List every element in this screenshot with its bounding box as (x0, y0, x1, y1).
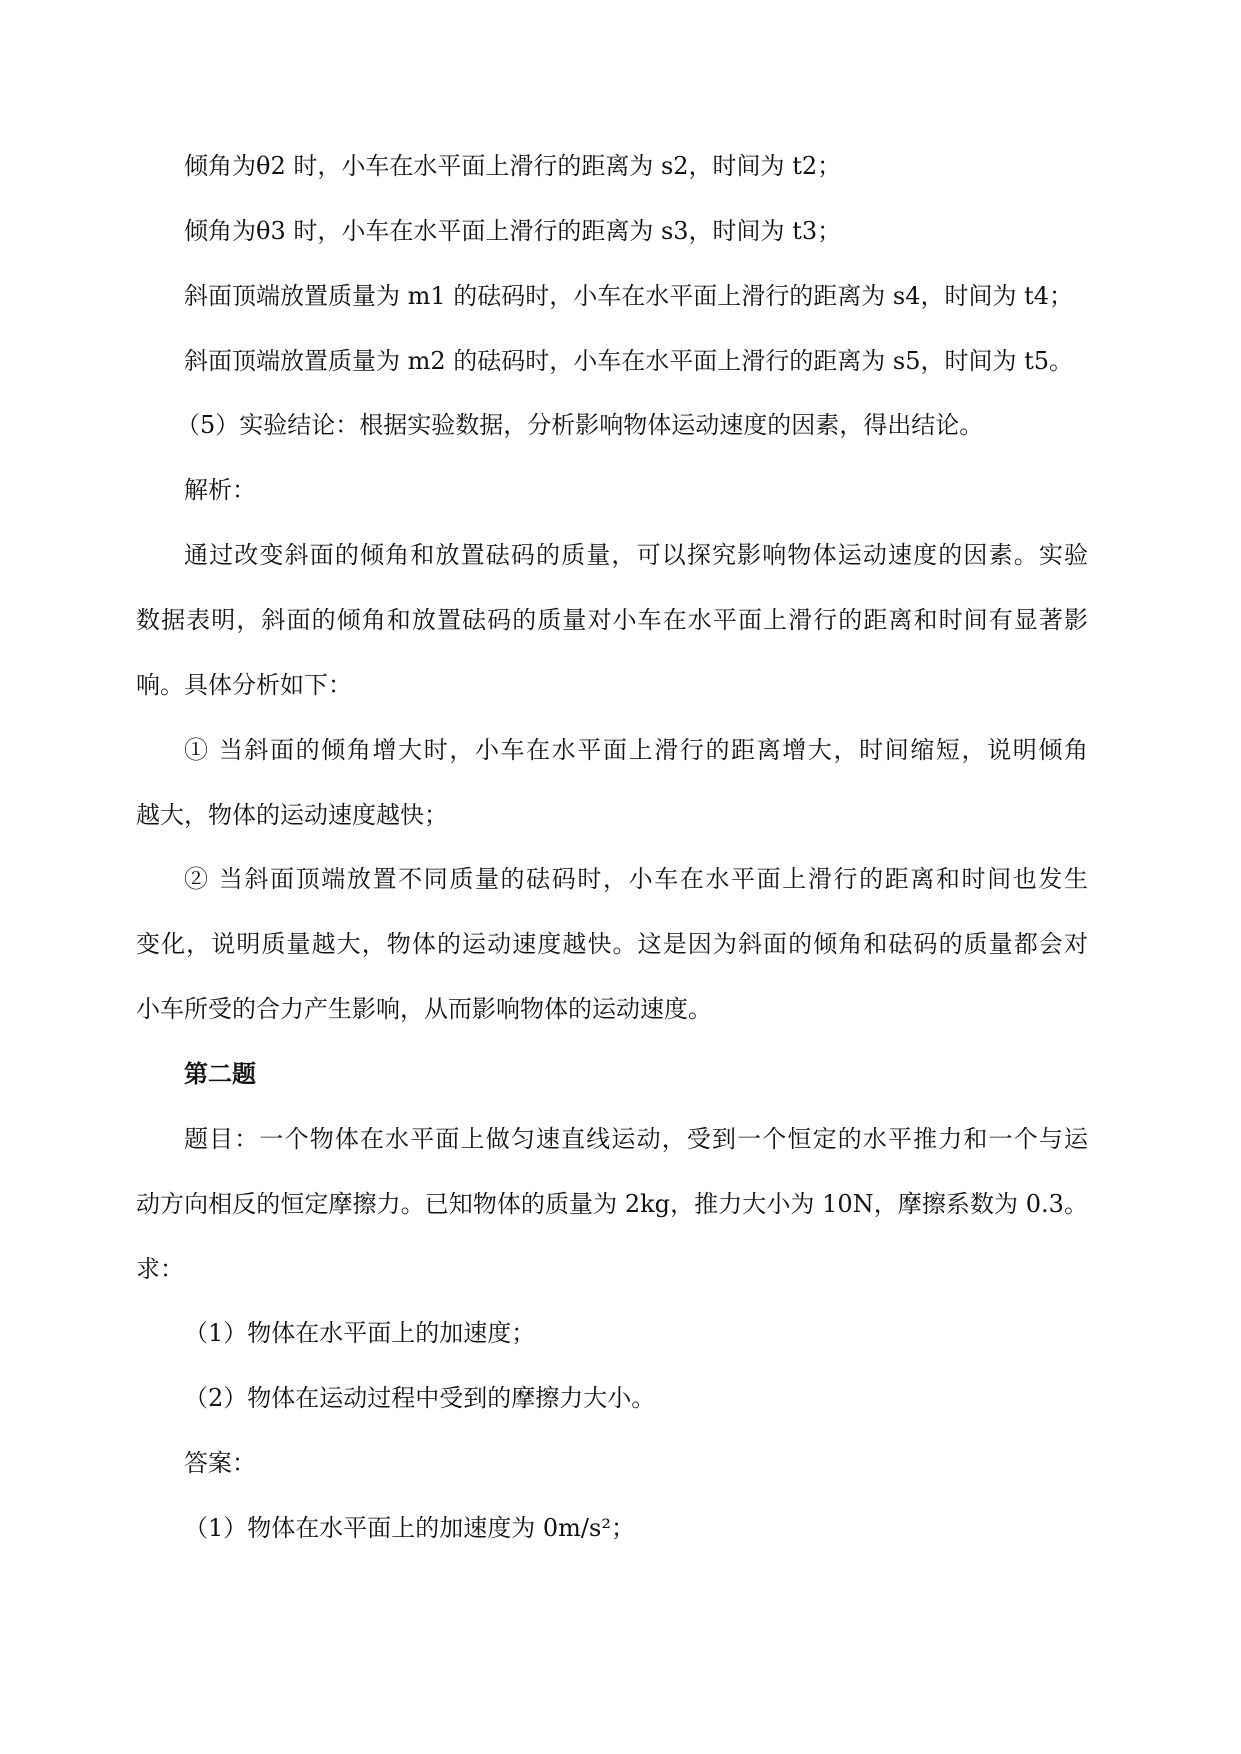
sub-question-1: （1）物体在水平面上的加速度； (184, 1319, 536, 1348)
document-body (136, 134, 1088, 1561)
analysis-point-2-line: ② 当斜面顶端放置不同质量的砝码时，小车在水平面上滑行的距离和时间也发生 (184, 865, 1088, 894)
question-prompt-line: 动方向相反的恒定摩擦力。已知物体的质量为 2kg，推力大小为 10N，摩擦系数为 0.3。 (136, 1189, 1088, 1218)
result-line-angle-2: 倾角为θ2 时，小车在水平面上滑行的距离为 s2，时间为 t2； (184, 152, 842, 180)
analysis-label: 解析： (184, 476, 256, 505)
conclusion-step: （5）实验结论：根据实验数据，分析影响物体运动速度的因素，得出结论。 (176, 411, 984, 440)
question-prompt-line: 题目：一个物体在水平面上做匀速直线运动，受到一个恒定的水平推力和一个与运 (184, 1124, 1088, 1153)
question-two-heading: 第二题 (184, 1059, 256, 1089)
result-line-mass-1: 斜面顶端放置质量为 m1 的砝码时，小车在水平面上滑行的距离为 s4，时间为 t4； (184, 281, 1074, 310)
analysis-intro-line: 通过改变斜面的倾角和放置砝码的质量，可以探究影响物体运动速度的因素。实验 (184, 541, 1088, 570)
analysis-point-2-line: 变化，说明质量越大，物体的运动速度越快。这是因为斜面的倾角和砝码的质量都会对 (136, 930, 1088, 959)
sub-question-2: （2）物体在运动过程中受到的摩擦力大小。 (184, 1384, 656, 1413)
analysis-point-1-line: 越大，物体的运动速度越快； (136, 800, 448, 829)
analysis-intro-line: 响。具体分析如下： (136, 670, 352, 699)
analysis-intro-line: 数据表明，斜面的倾角和放置砝码的质量对小车在水平面上滑行的距离和时间有显著影 (136, 606, 1088, 635)
result-line-mass-2: 斜面顶端放置质量为 m2 的砝码时，小车在水平面上滑行的距离为 s5，时间为 t5。 (184, 346, 1074, 375)
question-prompt-line: 求： (136, 1254, 184, 1283)
answer-label: 答案： (184, 1449, 256, 1478)
analysis-point-1-line: ① 当斜面的倾角增大时，小车在水平面上滑行的距离增大，时间缩短，说明倾角 (184, 735, 1088, 764)
answer-1: （1）物体在水平面上的加速度为 0m/s²； (184, 1514, 635, 1543)
result-line-angle-3: 倾角为θ3 时，小车在水平面上滑行的距离为 s3，时间为 t3； (184, 216, 842, 245)
analysis-point-2-line: 小车所受的合力产生影响，从而影响物体的运动速度。 (136, 995, 712, 1024)
